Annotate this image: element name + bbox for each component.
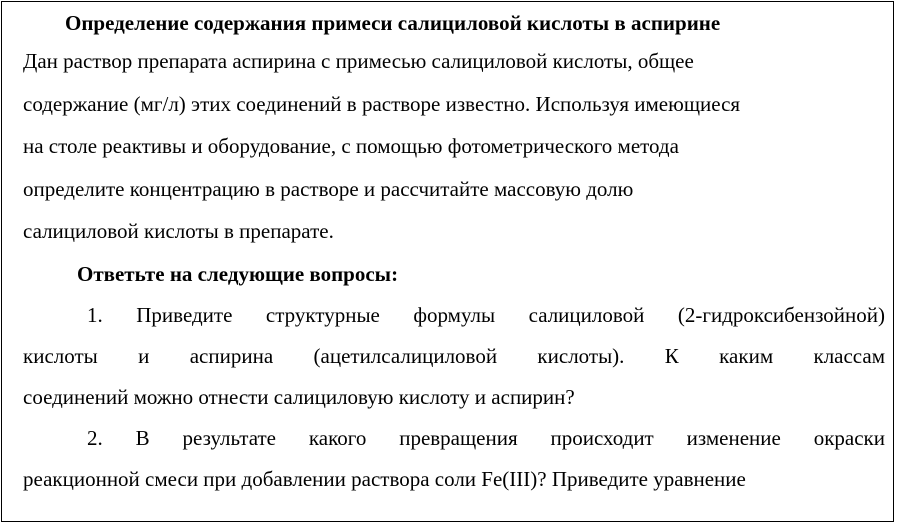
document-frame [1,1,894,522]
intro-line: содержание (мг/л) этих соединений в растворе известно. Используя имеющиеся [23,91,741,116]
question-1 [23,295,885,418]
question-line: кислоты и аспирина (ацетилсалициловой кислоты). К каким классам [23,343,885,368]
question-line: реакционной смеси при добавлении раствора соли Fe(III)? Приведите уравнение [23,466,746,491]
document-title: Определение содержания примеси салициловой кислоты в аспирине [65,11,721,35]
questions-heading: Ответьте на следующие вопросы: [77,261,399,286]
intro-paragraph [23,40,885,253]
intro-line: определите концентрацию в растворе и рассчитайте массовую долю [23,176,634,201]
document-content [23,8,885,500]
intro-line: Дан раствор препарата аспирина с примесью салициловой кислоты, общее [23,49,694,73]
intro-line: на столе реактивы и оборудование, с помощью фотометрического метода [23,134,679,158]
question-line: соединений можно отнести салициловую кислоту и аспирин? [23,384,575,409]
question-2 [23,418,885,500]
intro-line: салициловой кислоты в препарате. [23,219,334,243]
question-line: 2. В результате какого превращения происходит изменение окраски [87,425,885,450]
question-line: 1. Приведите структурные формулы салициловой (2-гидроксибензойной) [87,302,885,327]
